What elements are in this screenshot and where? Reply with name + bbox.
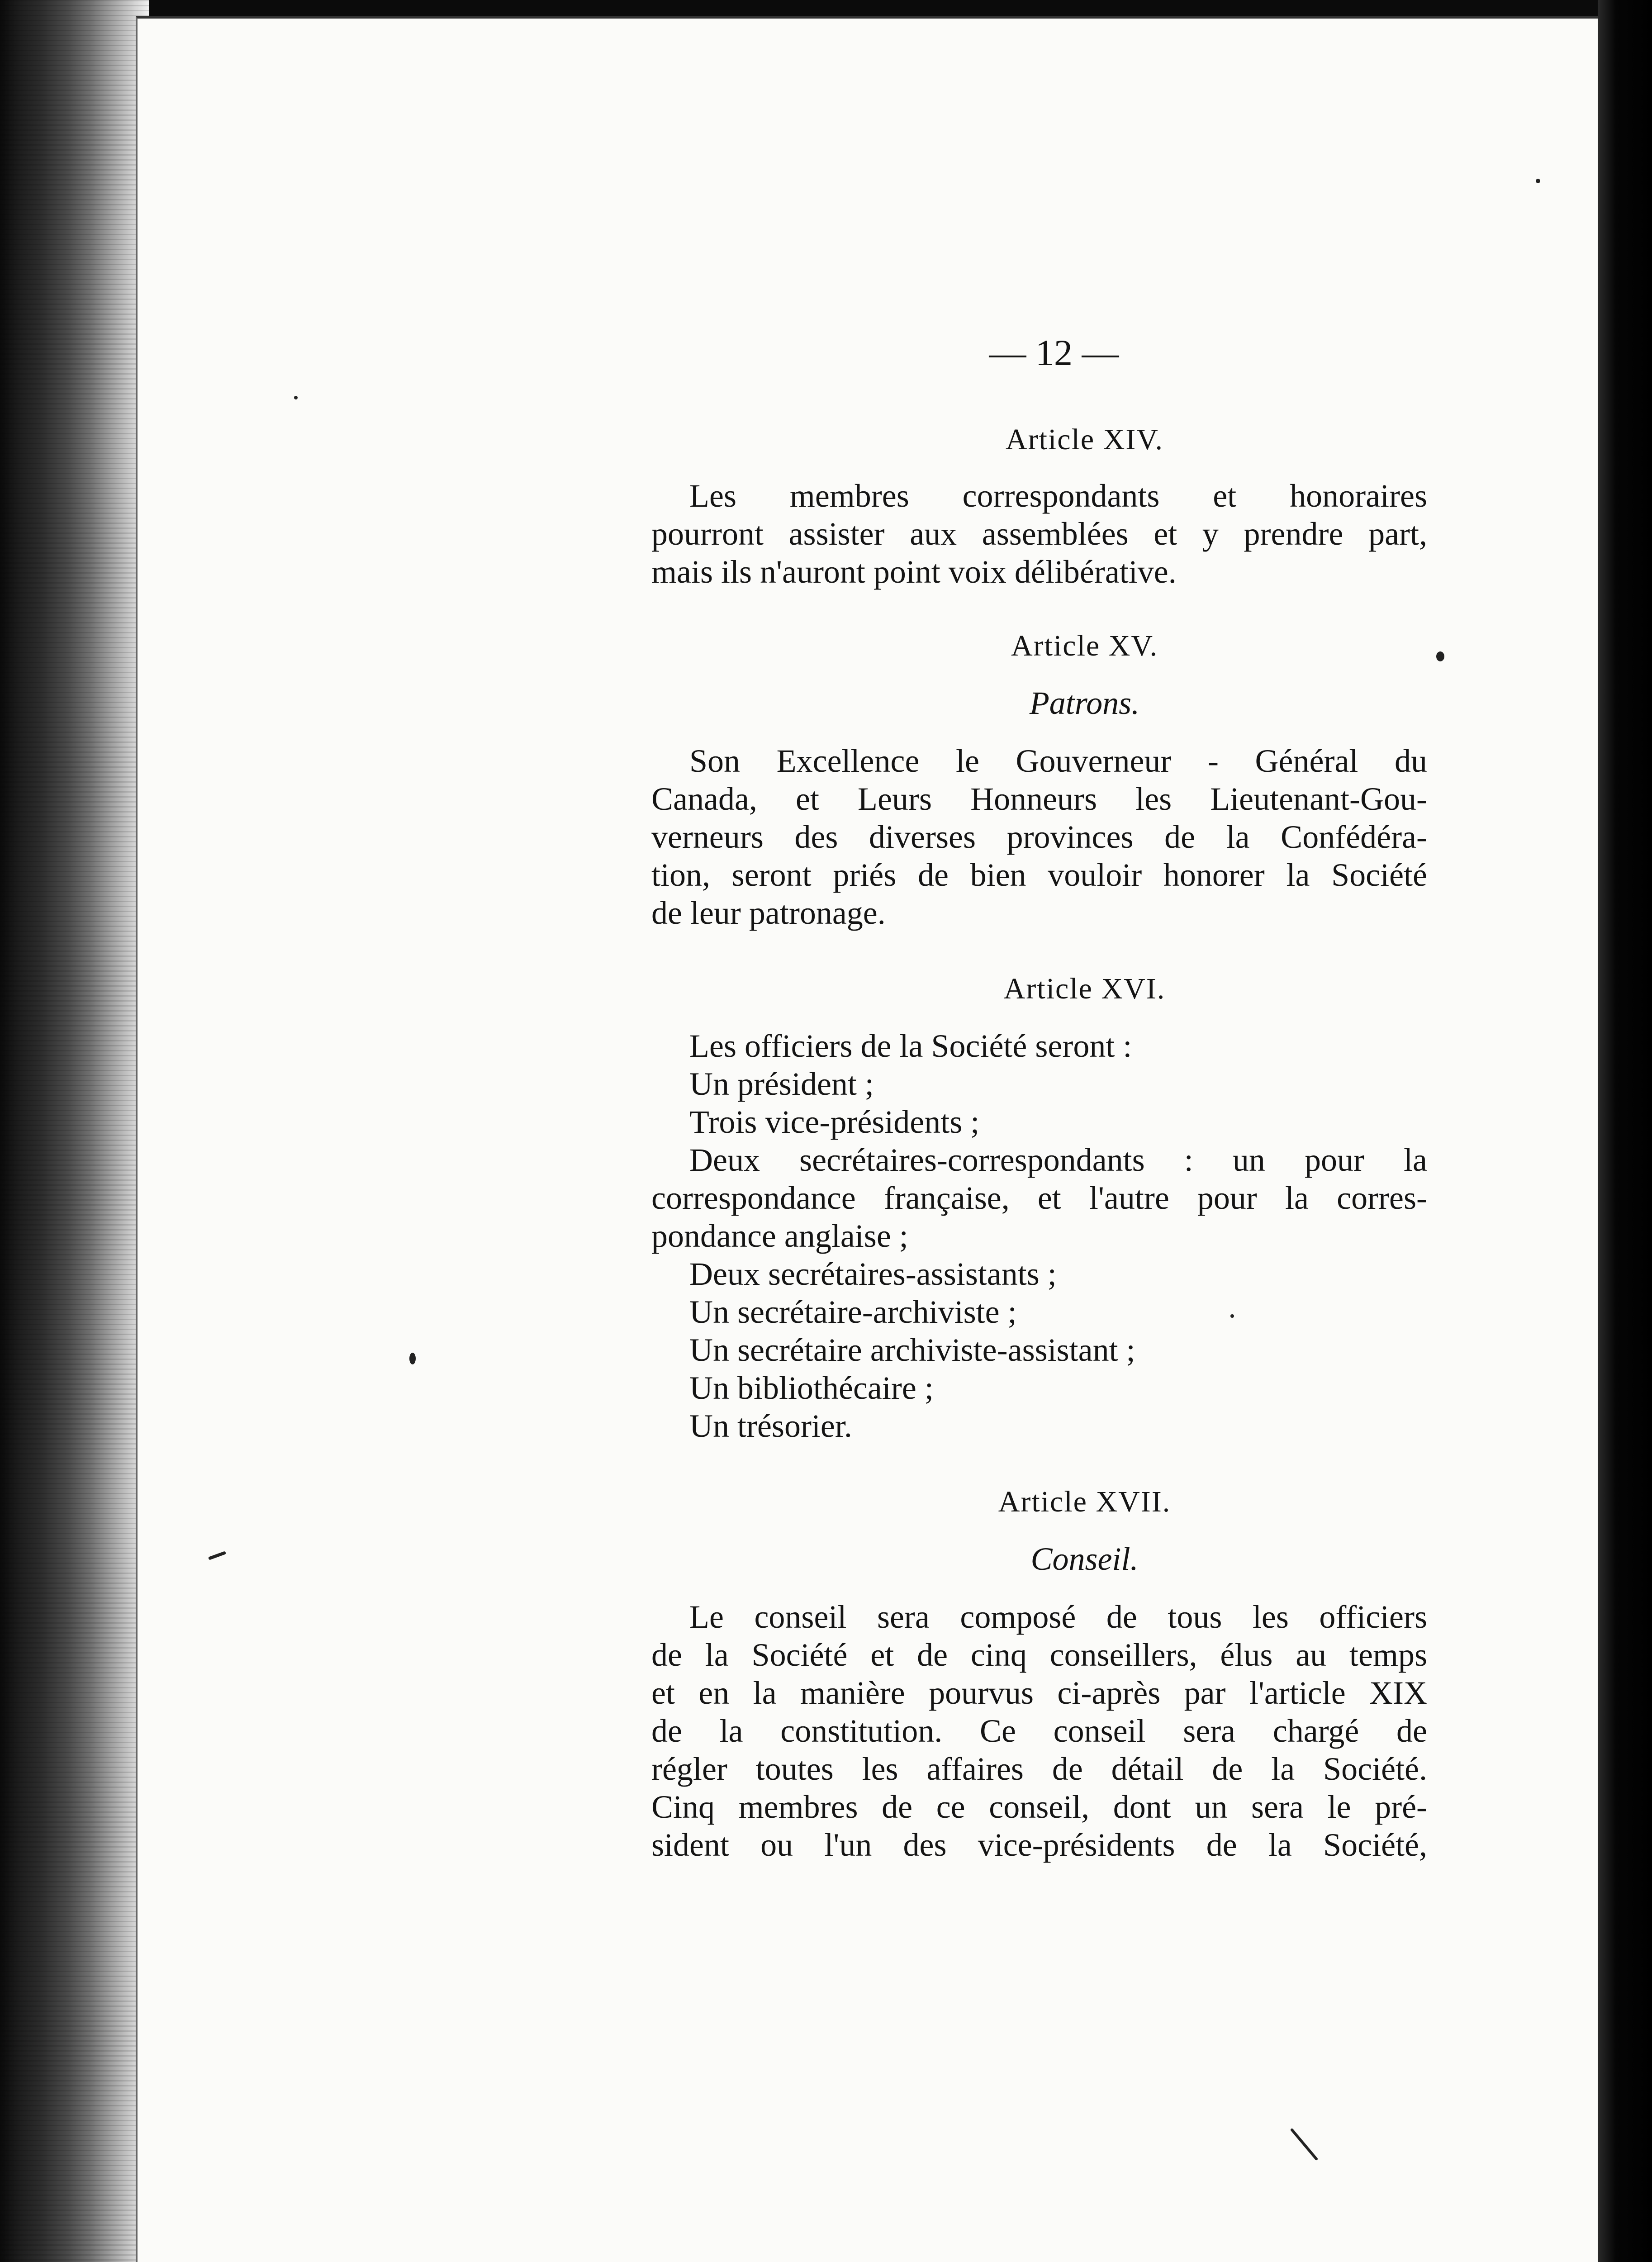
text-line: pondance anglaise ; [651, 1218, 908, 1254]
text-line: régler toutes les affaires de détail de la Société. [651, 1751, 1427, 1787]
text-line: Les membres correspondants et honoraires [689, 478, 1427, 514]
list-intro: Les officiers de la Société seront : [689, 1028, 1132, 1064]
list-item: Un bibliothécaire ; [689, 1370, 934, 1406]
text-line: Canada, et Leurs Honneurs les Lieutenant-Gou- [651, 781, 1427, 817]
text-line: correspondance française, et l'autre pour la corres- [651, 1180, 1427, 1216]
article-paragraph [651, 477, 1427, 591]
text-line: de la Société et de cinq conseillers, élus au temps [651, 1637, 1427, 1673]
article-paragraph [651, 742, 1427, 932]
text-line: sident ou l'un des vice-présidents de la Société, [651, 1827, 1427, 1863]
scan-border-right [1598, 0, 1652, 2262]
article-subheading: Conseil. [1030, 1541, 1139, 1577]
text-line: Son Excellence le Gouverneur - Général du [689, 743, 1427, 779]
text-line: de la constitution. Ce conseil sera chargé de [651, 1713, 1427, 1749]
article-heading: Article XVI. [1003, 972, 1166, 1005]
list-item: Trois vice-présidents ; [689, 1104, 980, 1140]
text-line: et en la manière pourvus ci-après par l'article XIX [651, 1675, 1427, 1711]
article-heading: Article XV. [1011, 629, 1158, 662]
text-line: pourront assister aux assemblées et y prendre part, [651, 516, 1427, 552]
book-binding-edge [0, 0, 149, 2262]
article-subheading: Patrons. [1029, 685, 1140, 721]
text-line: mais ils n'auront point voix délibérative. [651, 554, 1177, 590]
text-line: tion, seront priés de bien vouloir honorer la Société [651, 857, 1427, 893]
page-number: — 12 — [989, 332, 1119, 373]
document-body [651, 326, 1427, 1864]
article-heading: Article XIV. [1005, 423, 1164, 456]
text-line: Deux secrétaires-correspondants : un pour la [689, 1142, 1427, 1178]
list-item: Un trésorier. [689, 1408, 852, 1444]
article-paragraph [651, 1598, 1427, 1864]
text-line: verneurs des diverses provinces de la Confédéra- [651, 819, 1427, 855]
list-item: Un président ; [689, 1066, 874, 1102]
text-line: Cinq membres de ce conseil, dont un sera le pré- [651, 1789, 1427, 1825]
list-item: Un secrétaire archiviste-assistant ; [689, 1332, 1135, 1368]
text-line: Le conseil sera composé de tous les officiers [689, 1599, 1427, 1635]
list-item: Un secrétaire-archiviste ; [689, 1294, 1017, 1330]
list-item-wrapped [651, 1141, 1427, 1255]
text-line: de leur patronage. [651, 895, 886, 931]
list-item: Deux secrétaires-assistants ; [689, 1256, 1057, 1292]
article-heading: Article XVII. [998, 1485, 1171, 1518]
